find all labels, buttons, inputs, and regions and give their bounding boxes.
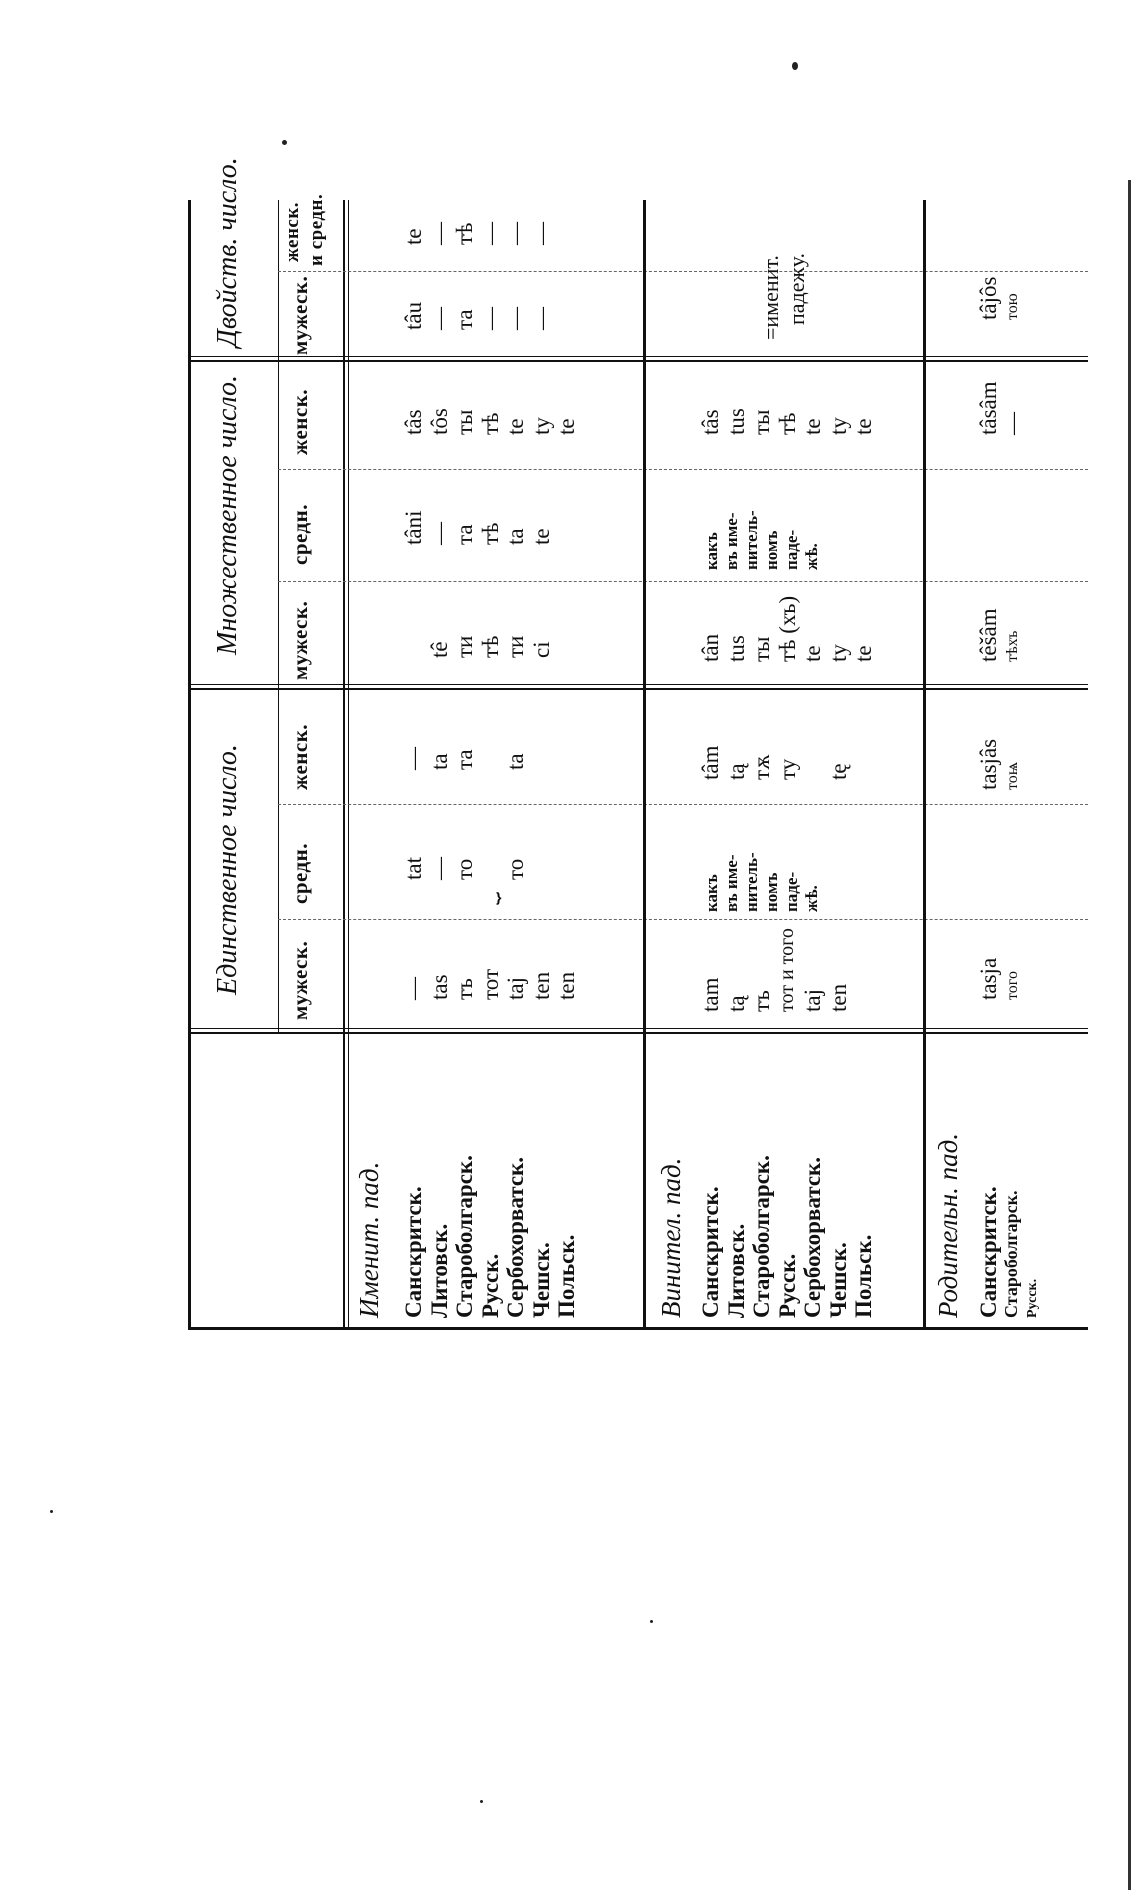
brace-nom-sg: ⏟ [474, 891, 499, 905]
subheader-pl-fem: женск. [288, 388, 312, 455]
table-frame-left [188, 1327, 1088, 1330]
gen-sg-fem: tasjâs тоѩ [976, 738, 1021, 790]
subcol-sep [278, 803, 1088, 805]
acc-dual-note-1: =именит. [758, 255, 783, 340]
subcol-sep [278, 918, 1088, 920]
nom-pl-fem: tâs tôs ты тѣ te ty te [401, 408, 579, 435]
row-separator-acc-gen [923, 200, 926, 1330]
acc-sg-fem: tâm tą тѫ ту tę [698, 745, 851, 780]
subheader-pl-neut: средн. [288, 503, 312, 565]
rotated-table [188, 157, 1088, 1330]
header-separator [343, 200, 345, 1330]
col-separator-label [188, 1032, 1088, 1034]
scan-speck [282, 140, 287, 145]
col-separator-pl-du [188, 356, 1088, 357]
acc-pl-neut: какъ въ име- нитель- номъ паде- жѣ. [702, 510, 821, 570]
subheader-sg-fem: женск. [288, 723, 312, 790]
col-separator-sg-pl [188, 684, 1088, 685]
header-dual: Двойств. число. [212, 157, 243, 347]
case-label-nominative: Именит. пад. [354, 1161, 384, 1318]
subheader-du-fem-neut-2: и средн. [306, 193, 327, 266]
subheader-du-fem-neut-1: женск. [282, 201, 303, 262]
gen-sg-masc: tasja того [976, 957, 1021, 1000]
nom-du-masc: tâu — та — — — [401, 301, 554, 330]
scan-speck [480, 1800, 483, 1803]
nom-du-fem-neut: te — тѣ — — — [401, 222, 554, 245]
nom-sg-masc: — tas тъ тот taj ten ten [401, 969, 579, 1000]
language-list-genitive: Санскритск. Староболгарск. Русск. [976, 1186, 1040, 1318]
col-separator-label [188, 1028, 1088, 1029]
nom-pl-neut: tâni — та тѣ ta te [401, 510, 554, 545]
page-edge-line [1128, 180, 1131, 1890]
language-list-accusative: Санскритск. Литовск. Староболгарск. Русск. Сербохорватск. Чешск. Польск. [698, 1155, 876, 1318]
col-separator-sg-pl [188, 688, 1088, 690]
language-list-nominative: Санскритск. Литовск. Староболгарск. Русск. Сербохорватск. Чешск. Польск. [401, 1155, 579, 1318]
subheader-sg-neut: средн. [288, 842, 312, 904]
acc-sg-neut: какъ въ име- нитель- номъ паде- жѣ. [702, 852, 821, 912]
subheader-pl-masc: мужеск. [288, 600, 312, 680]
scan-speck [792, 62, 798, 70]
header-plural: Множественное число. [212, 374, 243, 655]
header-singular: Единственное число. [212, 744, 243, 995]
nom-sg-neut: tat — то то [401, 857, 528, 880]
acc-pl-masc: tân tus ты тѣ (хъ) te ty te [698, 595, 876, 662]
case-label-accusative: Винител. пад. [656, 1157, 686, 1318]
gen-pl-fem: tâsâm — [976, 381, 1025, 435]
gen-du: tâjôs тою [976, 276, 1021, 320]
table-frame-top [188, 200, 191, 1330]
acc-pl-fem: tâs tus ты тѣ te ty te [698, 408, 876, 435]
scan-speck [50, 1510, 53, 1513]
acc-sg-masc: tam tą тъ тот и того taj ten [698, 928, 851, 1012]
number-header-underline [278, 200, 279, 1032]
case-label-genitive: Родительн. пад. [933, 1133, 963, 1318]
gen-pl-masc: têšâm тѣхъ [976, 608, 1021, 662]
subcol-sep [278, 468, 1088, 470]
subcol-sep [278, 580, 1088, 582]
row-separator-nom-acc [643, 200, 646, 1330]
col-separator-pl-du [188, 360, 1088, 362]
scan-speck [650, 1620, 653, 1623]
subheader-sg-masc: мужеск. [288, 940, 312, 1020]
acc-dual-note-2: падежу. [784, 253, 809, 325]
header-separator [348, 200, 349, 1330]
nom-sg-fem: — ta та ta [401, 747, 528, 770]
subcol-sep [278, 270, 1088, 272]
nom-pl-masc: tê ти тѣ ти ci [426, 635, 554, 658]
subheader-du-masc: мужеск. [288, 275, 312, 355]
